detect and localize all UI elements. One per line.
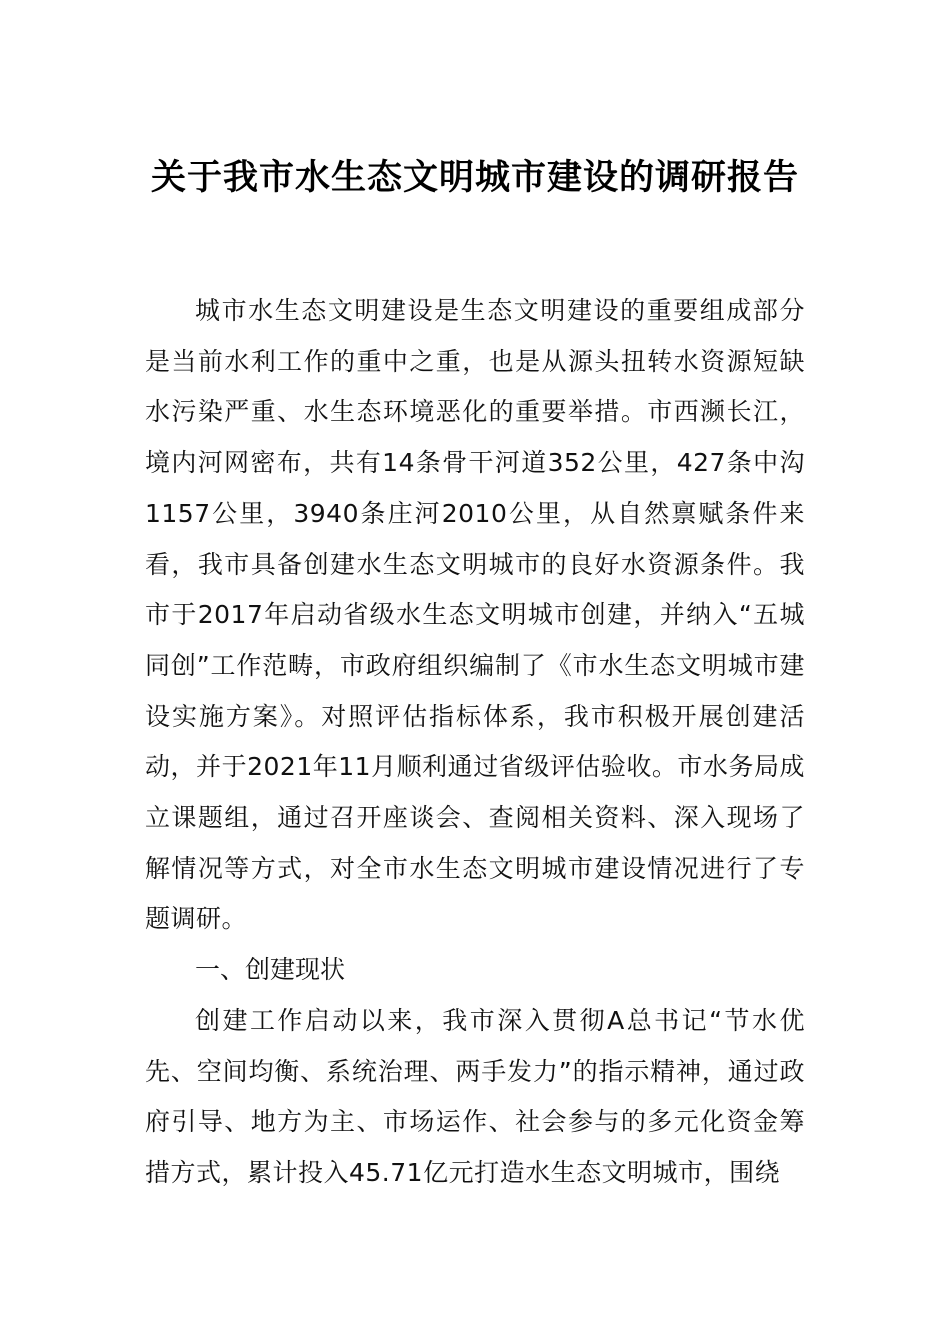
intro-paragraph: 城市水生态文明建设是生态文明建设的重要组成部分是当前水利工作的重中之重，也是从源头扭转水资源短缺水污染严重、水生态环境恶化的重要举措。市西濒长江，境内河网密布，共有14条骨干河道352公里，427条中沟1157公里，3940条庄河2010公里，从自然禀赋条件来看，我市具备创建水生态文明城市的良好水资源条件。我市于2017年启动省级水生态文明城市创建，并纳入“五城同创”工作范畴，市政府组织编制了《市水生态文明城市建设实施方案》。对照评估指标体系，我市积极开展创建活动，并于2021年11月顺利通过省级评估验收。市水务局成立课题组，通过召开座谈会、查阅相关资料、深入现场了解情况等方式，对全市水生态文明城市建设情况进行了专题调研。 bbox=[145, 296, 805, 934]
section-heading: 一、创建现状 bbox=[195, 955, 346, 985]
document-title: 关于我市水生态文明城市建设的调研报告 bbox=[150, 157, 799, 198]
document-body bbox=[145, 286, 805, 1199]
section-paragraph: 创建工作启动以来，我市深入贯彻A总书记“节水优先、空间均衡、系统治理、两手发力”的指示精神，通过政府引导、地方为主、市场运作、社会参与的多元化资金筹措方式，累计投入45.71亿元打造水生态文明城市，围绕 bbox=[145, 1005, 805, 1187]
